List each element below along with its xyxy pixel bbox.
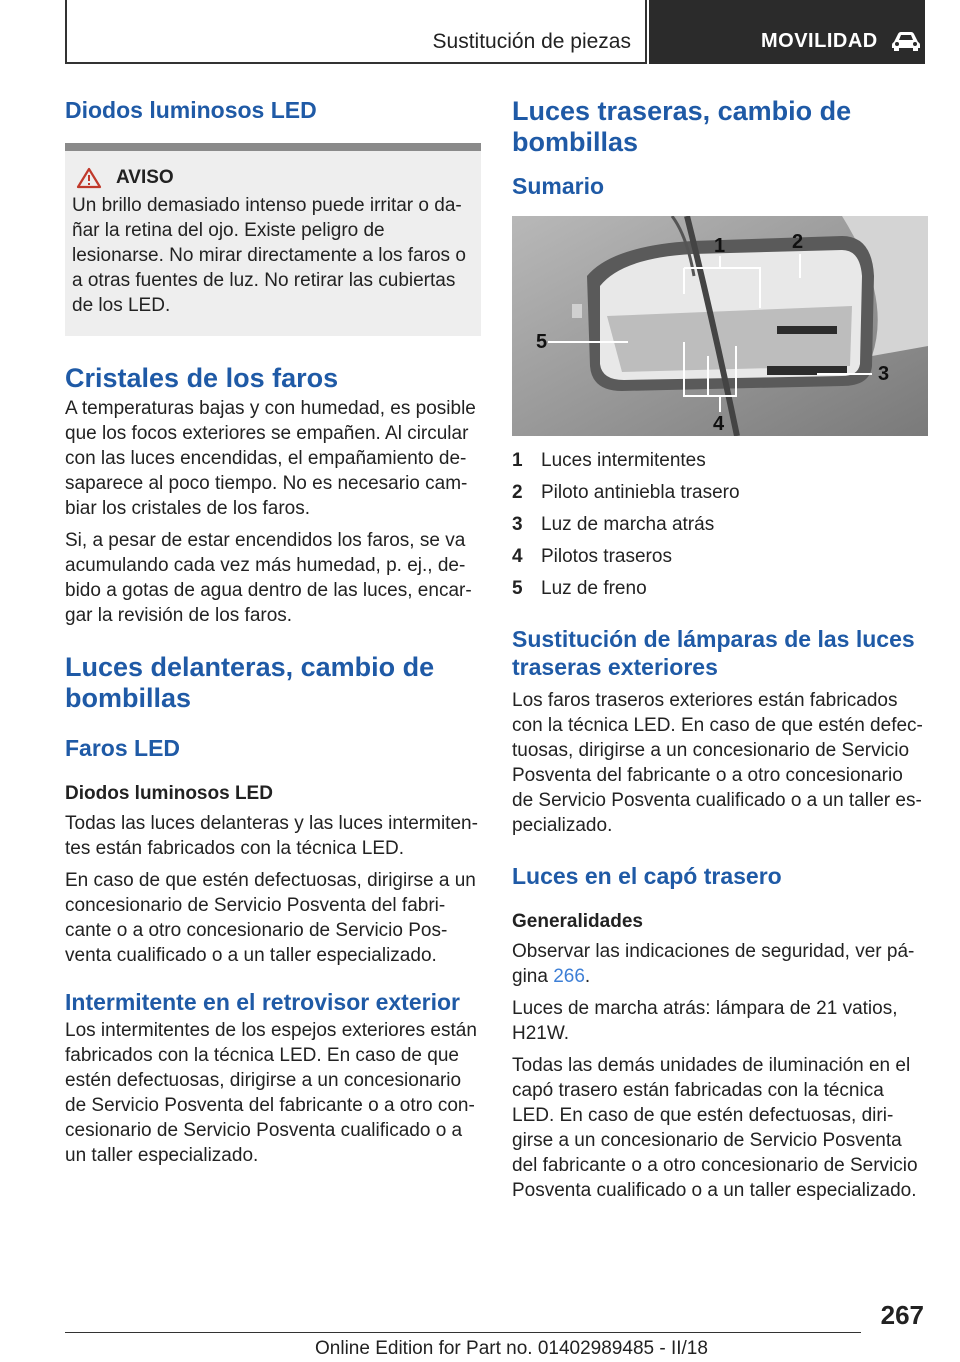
warning-box [65,143,481,336]
warning-text: Un brillo demasiado intenso puede irritar o da-ñar la retina del ojo. Existe peligro de lesionarse. No mirar directamente a los faros o a otras fuentes de luz. No retirar las cubiertas de los LED. [72,195,466,316]
rear-lights-title: Luces traseras, cambio de bombillas [512,96,852,157]
edition-text: Online Edition for Part no. 01402989485 - II/18 [315,1338,708,1359]
faros-paragraph-1: Todas las luces delanteras y las luces intermiten-tes están fabricados con la técnica LED. [65,813,478,859]
faros-led-title: Faros LED [65,735,181,761]
faros-subtitle: Diodos luminosos LED [65,783,273,804]
section-tab [649,0,925,64]
legend-item: 2 Piloto antiniebla trasero [512,482,740,503]
trunk-lights-title: Luces en el capó trasero [512,863,782,889]
figure-label-3: 3 [878,363,890,385]
page-header [65,0,925,64]
tail-light-figure [512,216,928,436]
legend-item: 5 Luz de freno [512,578,647,599]
mirror-title: Intermitente en el retrovisor exterior [65,989,460,1015]
legend-item: 3 Luz de marcha atrás [512,514,715,535]
legend-list [512,445,928,605]
mirror-paragraph: Los intermitentes de los espejos exteriores están fabricados con la técnica LED. En caso de que estén defectuosas, dirigirse a un concesionario de Servicio Posventa del fabricante o a otro con-cesionario de Servicio Posventa cualificado o a un taller especializado. [65,1020,477,1166]
glass-paragraph-2: Si, a pesar de estar encendidos los faros, se va acumulando cada vez más humedad, p. ej., de-bido a gotas de agua dentro de las luces, encar-gar la revisión de los faros. [65,530,472,626]
glass-paragraph-1: A temperaturas bajas y con humedad, es posible que los focos exteriores se empañen. Al circular con las luces encendidas, el empañamiento de-saparece al poco tiempo. No es necesario cam-biar los cristales de los faros. [65,398,476,519]
trunk-paragraph-1: Observar las indicaciones de seguridad, ver pá-gina 266. [512,941,915,987]
faros-paragraph-2: En caso de que estén defectuosas, dirigirse a un concesionario de Servicio Posventa del fabri-cante o a otro concesionario de Servicio Pos-venta cualificado o a un taller especializado. [65,870,476,966]
warning-title: AVISO [116,167,174,188]
figure-label-4: 4 [713,413,725,435]
glass-title: Cristales de los faros [65,363,339,393]
warning-triangle-icon [76,167,102,189]
footer-rule [65,1332,861,1333]
left-column [65,96,481,1168]
header-title-box [65,0,647,64]
trunk-subtitle: Generalidades [512,911,643,932]
legend-item: 4 Pilotos traseros [512,546,672,567]
led-title: Diodos luminosos LED [65,97,317,123]
chapter-title: Sustitución de piezas [432,30,631,53]
figure-label-5: 5 [536,331,548,353]
tail-light-illustration [512,216,928,436]
car-icon [891,30,921,52]
summary-title: Sumario [512,173,605,199]
section-label: MOVILIDAD [761,30,878,52]
page-number: 267 [880,1300,924,1330]
page-link[interactable]: 266 [553,966,585,987]
figure-label-2: 2 [792,231,804,253]
trunk-paragraph-3: Todas las demás unidades de iluminación en el capó trasero están fabricadas con la técnica LED. En caso de que estén defectuosas, diri-girse a un concesionario de Servicio Posventa del fabricante o a otro concesionario de Servicio Posventa cualificado o a un taller especializado. [512,1055,918,1201]
exterior-lamps-paragraph: Los faros traseros exteriores están fabricados con la técnica LED. En caso de que estén defec-tuosas, dirigirse a un concesionario de Servicio Posventa del fabricante o a otro concesionario de Servicio Posventa cualificado o a un taller es-pecializado. [512,690,923,836]
right-column [512,96,928,1203]
legend-item: 1 Luces intermitentes [512,450,706,471]
exterior-lamps-title: Sustitución de lámparas de las luces traseras exteriores [512,626,915,680]
figure-label-1: 1 [714,235,726,257]
front-lights-title: Luces delanteras, cambio de bombillas [65,652,435,713]
trunk-paragraph-2: Luces de marcha atrás: lámpara de 21 vatios, H21W. [512,998,898,1044]
